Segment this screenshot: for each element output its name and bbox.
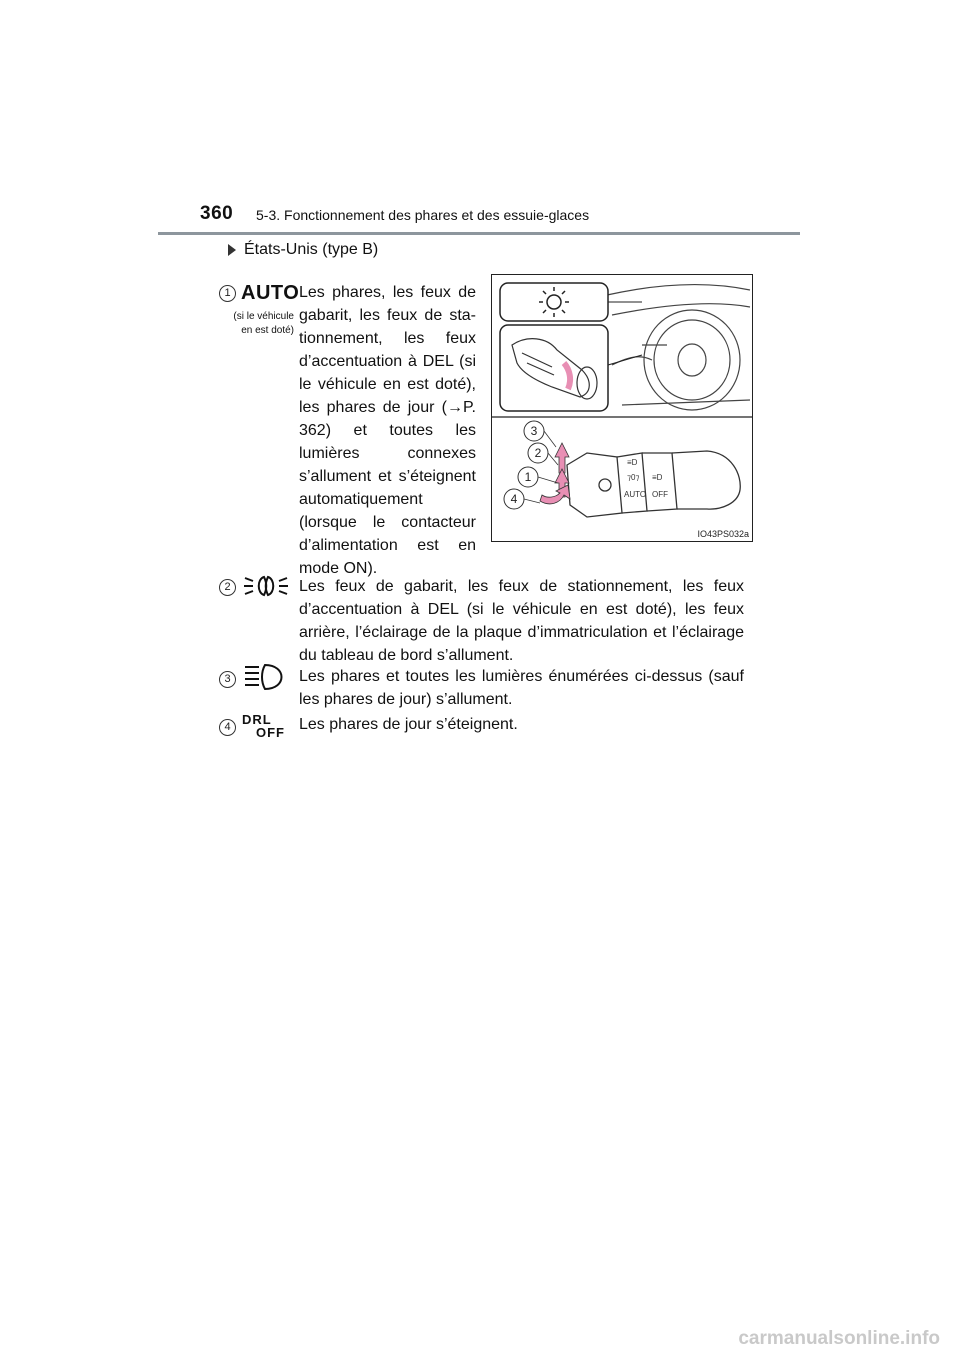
svg-text:≡D: ≡D [627,458,638,467]
section-title: 5-3. Fonctionnement des phares et des essuie-glaces [256,207,590,223]
item-3-number: 3 [219,669,236,688]
page-number: 360 [200,203,234,224]
callout-3: 3 [530,424,538,438]
item-3-text: Les phares et toutes les lumières énumérées ci-dessus (sauf les phares de jour) s’allument. [299,668,744,708]
item-2-text: Les feux de gabarit, les feux de stationnement, les feux d’accentuation à DEL (si le véhicule en est doté), les feux arrière, l’éclairage de la plaque d’immatriculation et l’éclairage du tableau de bord s’allument. [299,578,744,664]
drl-label-bottom: OFF [256,725,285,740]
figure [491,274,753,542]
watermark: carmanualsonline.info [738,1328,940,1349]
auto-symbol-label: AUTO [241,282,300,304]
callout-2: 2 [534,446,542,460]
figure-code: IO43PS032a [697,529,749,539]
drl-label-top: DRL [242,712,272,727]
svg-text:OFF: OFF [652,490,668,499]
item-2-number: 2 [219,577,236,596]
callout-1: 1 [524,470,532,484]
drl-off-symbol [242,713,285,739]
subhead-text: États-Unis (type B) [244,241,379,258]
svg-text:≡D: ≡D [652,473,663,482]
item-4-text: Les phares de jour s’éteignent. [299,716,518,733]
header-rule [158,232,800,235]
steering-lever-illustration [492,275,752,541]
svg-text:⁊0⁊: ⁊0⁊ [627,473,640,482]
auto-symbol-note: (si le véhicule en est doté) [233,311,294,336]
triangle-bullet-icon [228,244,236,256]
item-1-number: 1 [219,283,236,302]
subhead [228,241,378,259]
callout-4: 4 [510,492,518,506]
item-4-number: 4 [219,717,236,736]
svg-text:AUTO: AUTO [624,490,647,499]
parking-lights-icon [243,573,289,599]
item-1-text: Les phares, les feux de gabarit, les feux de stationnement, les feux d’accentuation à DEL (si le véhicule en est doté), les phares de jour (→P. 362) et toutes les lumières connexes s’allument et s’éteignent automatiquement (lorsque le contacteur d’alimentation est en mode ON). [299,284,476,577]
headlight-icon [243,662,287,692]
